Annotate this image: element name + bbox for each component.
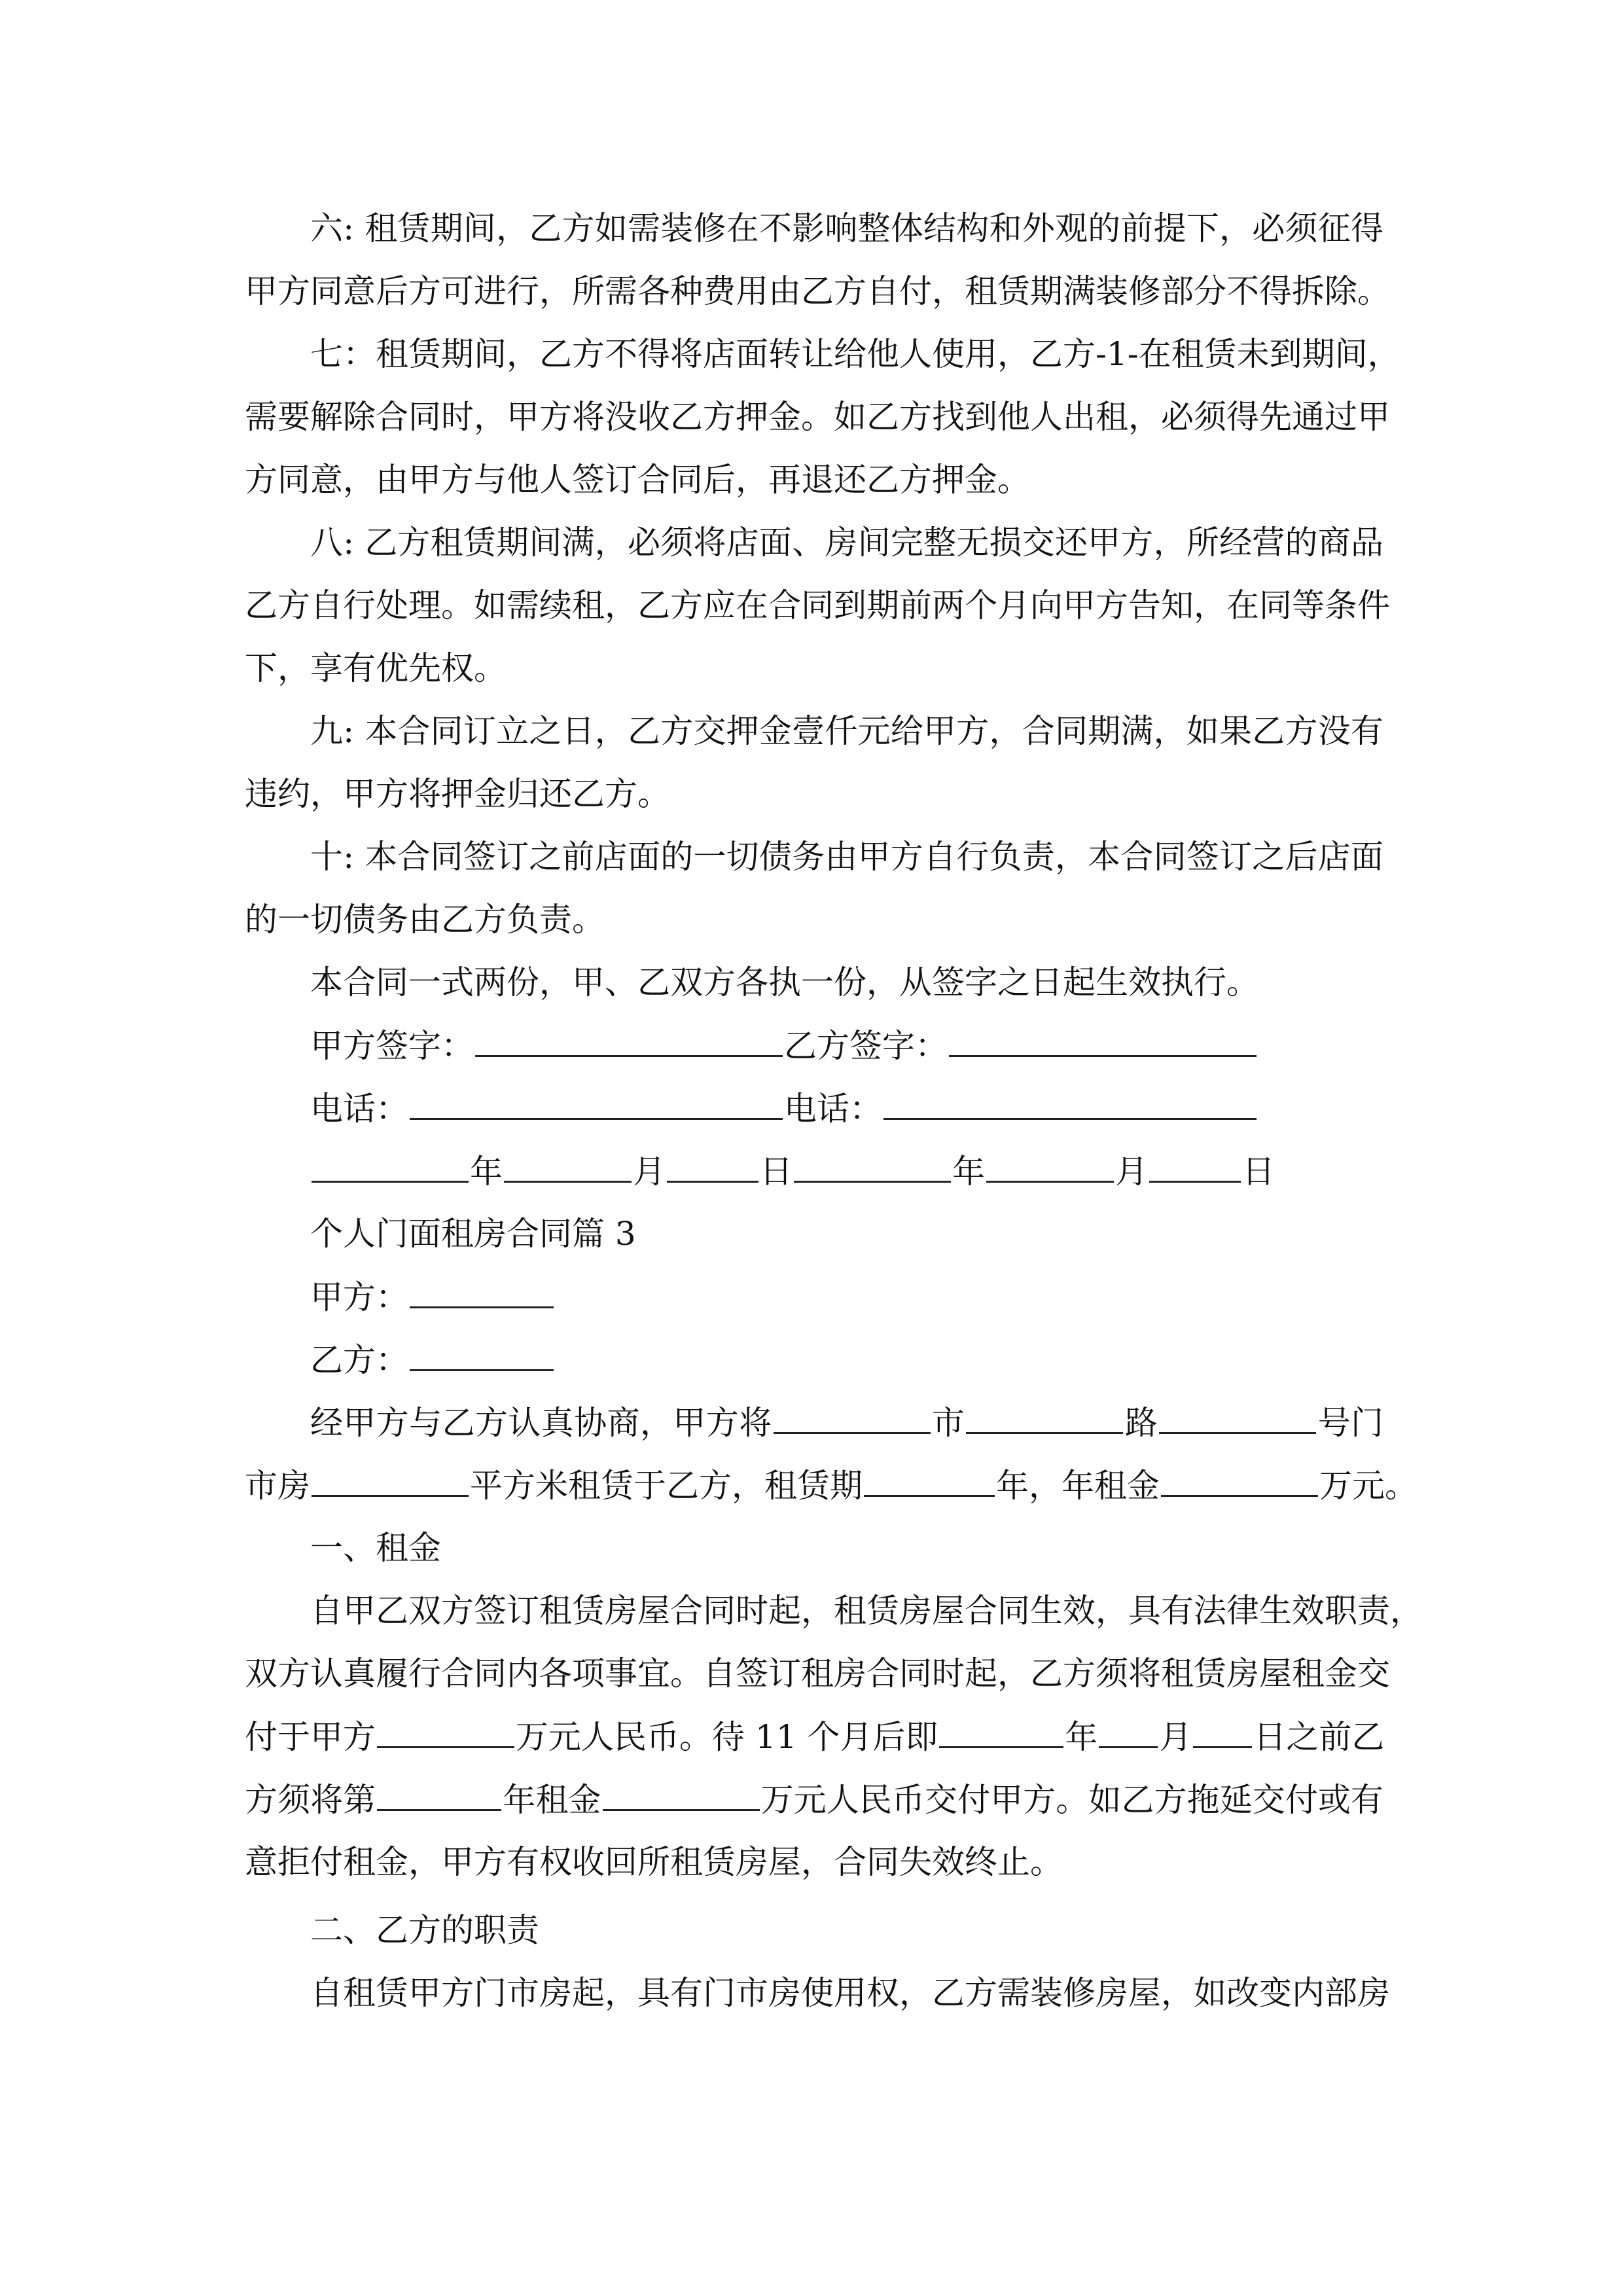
road-field[interactable] (966, 1399, 1123, 1434)
phone-row (310, 1085, 1449, 1131)
clause-10-line-2: 的一切债务由乙方负责。 (245, 901, 605, 939)
clause-6-line-1: 六: 租赁期间，乙方如需装修在不影响整体结构和外观的前提下，必须征得 (310, 209, 1383, 247)
party-a-month-field[interactable] (504, 1148, 632, 1183)
number-label: 号门 (1317, 1404, 1384, 1442)
rent-text: 年租金 (503, 1781, 601, 1819)
annual-rent-field[interactable] (1161, 1462, 1318, 1497)
year-label: 年 (1065, 1718, 1098, 1756)
intro-text: 经甲方与乙方认真协商，甲方将 (310, 1404, 772, 1442)
signature-row (310, 1022, 1449, 1068)
rent-year-number-field[interactable] (377, 1776, 501, 1811)
party-b-name-field[interactable] (410, 1336, 554, 1371)
clause-7-line-1: 七：租赁期间，乙方不得将店面转让给他人使用，乙方-1-在租赁未到期间， (310, 335, 1400, 373)
number-field[interactable] (1159, 1399, 1316, 1434)
party-a-label: 甲方： (310, 1278, 408, 1316)
due-day-field[interactable] (1193, 1713, 1252, 1748)
area-text: 平方米租赁于乙方，租赁期 (470, 1467, 863, 1505)
rent-amount-field[interactable] (603, 1776, 760, 1811)
party-a-phone-label: 电话： (310, 1090, 408, 1128)
rent-text: 万元人民币。待 11 个月后即 (516, 1718, 938, 1756)
road-label: 路 (1124, 1404, 1158, 1442)
party-b-row (310, 1336, 1449, 1382)
month-label: 月 (633, 1153, 666, 1191)
intro-line-2 (245, 1462, 1418, 1508)
rent-text: 万元人民币交付甲方。如乙方拖延交付或有 (760, 1781, 1384, 1819)
party-a-signature-field[interactable] (475, 1022, 783, 1057)
rent-line-2: 双方认真履行合同内各项事宜。自签订租房合同时起，乙方须将租赁房屋租金交 (245, 1655, 1390, 1693)
clause-8-line-2: 乙方自行处理。如需续租，乙方应在合同到期前两个月向甲方告知，在同等条件 (245, 586, 1390, 624)
party-b-sign-label: 乙方签字： (784, 1027, 948, 1065)
rent-line-1: 自甲乙双方签订租赁房屋合同时起，租赁房屋合同生效，具有法律生效职责， (310, 1592, 1423, 1630)
clause-7-line-2: 需要解除合同时，甲方将没收乙方押金。如乙方找到他人出租，必须得先通过甲 (245, 398, 1390, 436)
rent-text: 付于甲方 (245, 1718, 376, 1756)
lease-term-field[interactable] (864, 1462, 995, 1497)
party-b-day-field[interactable] (1149, 1148, 1241, 1183)
clause-7-line-3: 方同意，由甲方与他人签订合同后，再退还乙方押金。 (245, 461, 1030, 499)
party-a-sign-label: 甲方签字： (310, 1027, 474, 1065)
rent-line-5: 意拒付租金，甲方有权收回所租赁房屋，合同失效终止。 (245, 1843, 1063, 1881)
rent-line-3 (245, 1713, 1383, 1759)
rent-heading: 一、租金 (310, 1529, 441, 1567)
date-row (310, 1148, 1449, 1194)
party-b-signature-field[interactable] (949, 1022, 1257, 1057)
clause-10-line-1: 十: 本合同签订之前店面的一切债务由甲方自行负责，本合同签订之后店面 (310, 838, 1383, 876)
currency-label: 万元。 (1319, 1467, 1418, 1505)
party-b-phone-field[interactable] (883, 1085, 1257, 1120)
first-payment-field[interactable] (377, 1713, 514, 1748)
clause-9-line-2: 违约，甲方将押金归还乙方。 (245, 775, 670, 813)
annual-rent-label: 年，年租金 (996, 1467, 1160, 1505)
clause-8-line-1: 八: 乙方租赁期间满，必须将店面、房间完整无损交还甲方，所经营的商品 (310, 524, 1383, 562)
clause-9-line-1: 九: 本合同订立之日，乙方交押金壹仟元给甲方，合同期满，如果乙方没有 (310, 712, 1383, 750)
rent-line-4 (245, 1776, 1383, 1822)
duties-line-1: 自租赁甲方门市房起，具有门市房使用权，乙方需装修房屋，如改变内部房 (310, 1974, 1390, 2012)
due-year-field[interactable] (939, 1713, 1063, 1748)
rent-text: 方须将第 (245, 1781, 376, 1819)
clause-8-line-3: 下，享有优先权。 (245, 649, 507, 687)
year-label: 年 (470, 1153, 503, 1191)
party-a-name-field[interactable] (410, 1274, 554, 1308)
area-field[interactable] (312, 1462, 469, 1497)
clause-6-line-2: 甲方同意后方可进行，所需各种费用由乙方自付，租赁期满装修部分不得拆除。 (245, 272, 1390, 310)
party-b-phone-label: 电话： (784, 1090, 882, 1128)
party-b-label: 乙方： (310, 1341, 408, 1379)
due-month-field[interactable] (1099, 1713, 1158, 1748)
month-label: 月 (1115, 1153, 1148, 1191)
duties-heading: 二、乙方的职责 (310, 1911, 539, 1949)
intro-line-1 (310, 1399, 1383, 1445)
copies-statement: 本合同一式两份，甲、乙双方各执一份，从签字之日起生效执行。 (310, 963, 1259, 1001)
rent-text: 日之前乙 (1253, 1718, 1385, 1756)
day-label: 日 (760, 1153, 793, 1191)
party-a-year-field[interactable] (312, 1148, 469, 1183)
month-label: 月 (1159, 1718, 1192, 1756)
section-3-title: 个人门面租房合同篇 3 (310, 1215, 636, 1253)
party-a-row (310, 1274, 1449, 1319)
shop-label: 市房 (245, 1467, 310, 1505)
party-b-year-field[interactable] (794, 1148, 951, 1183)
party-a-day-field[interactable] (667, 1148, 758, 1183)
party-a-phone-field[interactable] (410, 1085, 783, 1120)
year-label: 年 (952, 1153, 985, 1191)
party-b-month-field[interactable] (986, 1148, 1114, 1183)
day-label: 日 (1242, 1153, 1275, 1191)
city-label: 市 (931, 1404, 965, 1442)
city-field[interactable] (774, 1399, 931, 1434)
